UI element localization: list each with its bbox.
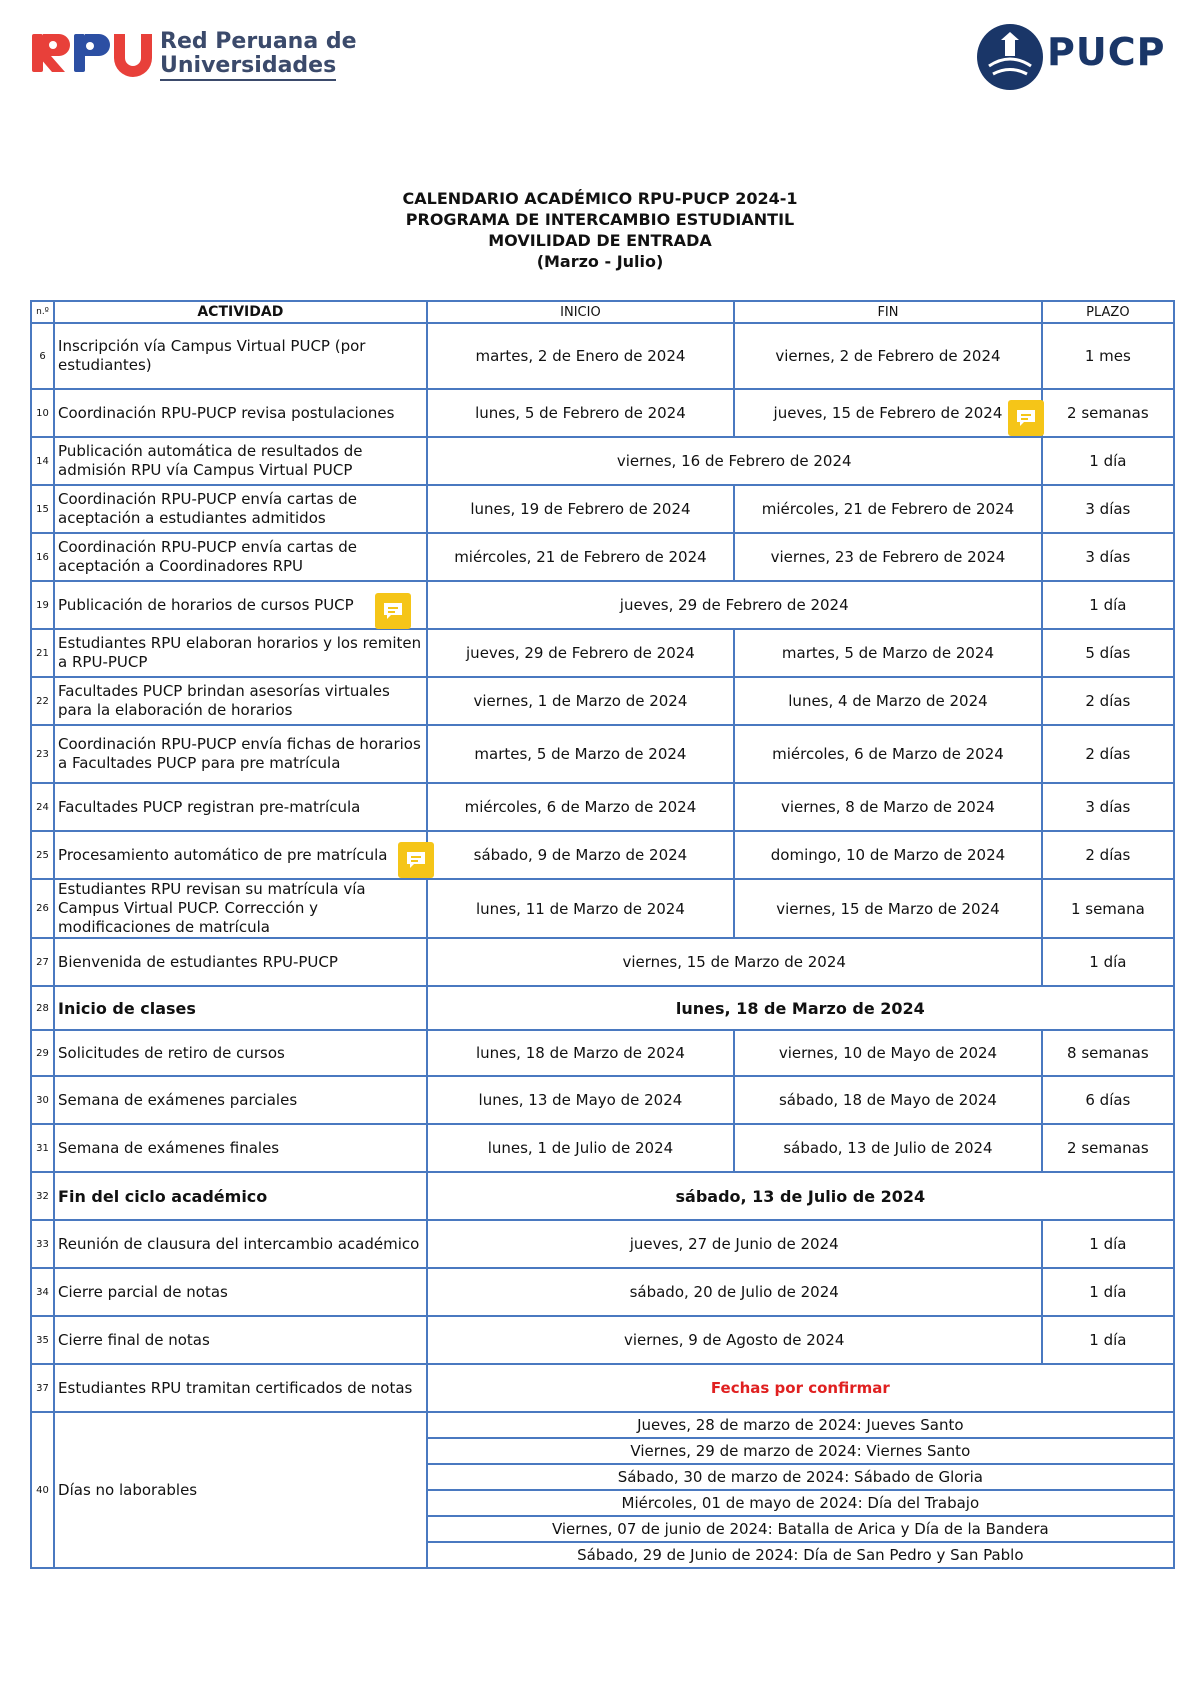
pucp-wordmark: PUCP — [1047, 30, 1166, 74]
table-row — [31, 1220, 1174, 1268]
activity-cell: Semana de exámenes finales — [54, 1124, 427, 1172]
row-number: 37 — [31, 1364, 54, 1412]
end-date-cell: lunes, 4 de Marzo de 2024 — [734, 677, 1042, 725]
col-num: n.º — [31, 301, 54, 323]
tbd-cell: Fechas por confirmar — [427, 1364, 1174, 1412]
calendar-table — [30, 300, 1175, 1569]
activity-cell: Procesamiento automático de pre matrícula — [54, 831, 427, 879]
row-number: 28 — [31, 986, 54, 1030]
activity-cell: Inscripción vía Campus Virtual PUCP (por estudiantes) — [54, 323, 427, 389]
comment-note-icon[interactable] — [1008, 400, 1044, 436]
row-number: 15 — [31, 485, 54, 533]
start-date-cell: lunes, 19 de Febrero de 2024 — [427, 485, 735, 533]
comment-note-icon[interactable] — [375, 593, 411, 629]
duration-cell: 3 días — [1042, 485, 1174, 533]
row-number: 34 — [31, 1268, 54, 1316]
activity-cell: Coordinación RPU-PUCP envía cartas de aceptación a Coordinadores RPU — [54, 533, 427, 581]
end-date-cell: viernes, 2 de Febrero de 2024 — [734, 323, 1042, 389]
start-date-cell: martes, 5 de Marzo de 2024 — [427, 725, 735, 783]
duration-cell: 1 mes — [1042, 323, 1174, 389]
table-row — [31, 1316, 1174, 1364]
holiday-item: Sábado, 29 de Junio de 2024: Día de San Pedro y San Pablo — [427, 1542, 1174, 1568]
duration-cell: 5 días — [1042, 629, 1174, 677]
duration-cell: 3 días — [1042, 783, 1174, 831]
row-number: 31 — [31, 1124, 54, 1172]
date-cell: lunes, 18 de Marzo de 2024 — [427, 986, 1174, 1030]
rpu-line-1: Red Peruana de — [160, 29, 357, 54]
table-row — [31, 783, 1174, 831]
table-row — [31, 437, 1174, 485]
comment-note-icon[interactable] — [398, 842, 434, 878]
duration-cell: 6 días — [1042, 1076, 1174, 1124]
page-title — [0, 188, 1200, 272]
end-date-cell: domingo, 10 de Marzo de 2024 — [734, 831, 1042, 879]
title-line-2: PROGRAMA DE INTERCAMBIO ESTUDIANTIL — [405, 210, 795, 229]
table-row — [31, 1124, 1174, 1172]
holiday-item: Viernes, 07 de junio de 2024: Batalla de Arica y Día de la Bandera — [427, 1516, 1174, 1542]
activity-cell: Semana de exámenes parciales — [54, 1076, 427, 1124]
duration-cell: 2 semanas — [1042, 1124, 1174, 1172]
row-number: 10 — [31, 389, 54, 437]
table-row — [31, 831, 1174, 879]
date-cell: viernes, 9 de Agosto de 2024 — [427, 1316, 1042, 1364]
table-row — [31, 323, 1174, 389]
row-number: 27 — [31, 938, 54, 986]
row-number: 33 — [31, 1220, 54, 1268]
end-date-cell: viernes, 10 de Mayo de 2024 — [734, 1030, 1042, 1076]
table-row — [31, 1268, 1174, 1316]
duration-cell: 1 día — [1042, 1220, 1174, 1268]
col-fin: FIN — [734, 301, 1042, 323]
row-number: 19 — [31, 581, 54, 629]
date-cell: viernes, 15 de Marzo de 2024 — [427, 938, 1042, 986]
title-line-3: MOVILIDAD DE ENTRADA — [488, 231, 712, 250]
duration-cell: 3 días — [1042, 533, 1174, 581]
activity-cell: Facultades PUCP registran pre-matrícula — [54, 783, 427, 831]
table-row — [31, 879, 1174, 938]
holiday-item: Viernes, 29 de marzo de 2024: Viernes Santo — [427, 1438, 1174, 1464]
end-date-cell: viernes, 23 de Febrero de 2024 — [734, 533, 1042, 581]
activity-cell: Cierre parcial de notas — [54, 1268, 427, 1316]
row-number: 22 — [31, 677, 54, 725]
row-number: 29 — [31, 1030, 54, 1076]
title-line-4: (Marzo - Julio) — [536, 252, 664, 271]
holiday-item: Miércoles, 01 de mayo de 2024: Día del Trabajo — [427, 1490, 1174, 1516]
row-number: 40 — [31, 1412, 54, 1568]
duration-cell: 1 día — [1042, 938, 1174, 986]
duration-cell: 2 semanas — [1042, 389, 1174, 437]
table-row — [31, 725, 1174, 783]
duration-cell: 1 día — [1042, 437, 1174, 485]
start-date-cell: miércoles, 6 de Marzo de 2024 — [427, 783, 735, 831]
row-number: 30 — [31, 1076, 54, 1124]
duration-cell: 8 semanas — [1042, 1030, 1174, 1076]
start-date-cell: lunes, 5 de Febrero de 2024 — [427, 389, 735, 437]
table-row — [31, 389, 1174, 437]
col-inicio: INICIO — [427, 301, 735, 323]
holiday-item: Sábado, 30 de marzo de 2024: Sábado de Gloria — [427, 1464, 1174, 1490]
col-actividad: ACTIVIDAD — [54, 301, 427, 323]
date-cell: sábado, 20 de Julio de 2024 — [427, 1268, 1042, 1316]
row-number: 14 — [31, 437, 54, 485]
activity-cell: Cierre final de notas — [54, 1316, 427, 1364]
date-cell: sábado, 13 de Julio de 2024 — [427, 1172, 1174, 1220]
start-date-cell: sábado, 9 de Marzo de 2024 — [427, 831, 735, 879]
duration-cell: 1 día — [1042, 1268, 1174, 1316]
start-date-cell: viernes, 1 de Marzo de 2024 — [427, 677, 735, 725]
activity-cell: Inicio de clases — [54, 986, 427, 1030]
table-row — [31, 533, 1174, 581]
duration-cell: 1 semana — [1042, 879, 1174, 938]
row-number: 32 — [31, 1172, 54, 1220]
end-date-cell: miércoles, 6 de Marzo de 2024 — [734, 725, 1042, 783]
activity-cell: Estudiantes RPU tramitan certificados de notas — [54, 1364, 427, 1412]
date-cell: jueves, 27 de Junio de 2024 — [427, 1220, 1042, 1268]
rpu-wordmark — [160, 30, 357, 81]
row-number: 6 — [31, 323, 54, 389]
table-row — [31, 485, 1174, 533]
end-date-cell: sábado, 13 de Julio de 2024 — [734, 1124, 1042, 1172]
activity-cell: Facultades PUCP brindan asesorías virtuales para la elaboración de horarios — [54, 677, 427, 725]
end-date-cell: viernes, 8 de Marzo de 2024 — [734, 783, 1042, 831]
table-row — [31, 1364, 1174, 1412]
rpu-line-2: Universidades — [160, 54, 336, 81]
duration-cell: 2 días — [1042, 831, 1174, 879]
end-date-cell: sábado, 18 de Mayo de 2024 — [734, 1076, 1042, 1124]
activity-cell: Coordinación RPU-PUCP envía cartas de aceptación a estudiantes admitidos — [54, 485, 427, 533]
start-date-cell: lunes, 1 de Julio de 2024 — [427, 1124, 735, 1172]
table-row — [31, 581, 1174, 629]
table-row — [31, 1172, 1174, 1220]
row-number: 25 — [31, 831, 54, 879]
duration-cell: 1 día — [1042, 1316, 1174, 1364]
activity-cell: Coordinación RPU-PUCP revisa postulaciones — [54, 389, 427, 437]
title-line-1: CALENDARIO ACADÉMICO RPU-PUCP 2024-1 — [402, 189, 798, 208]
activity-cell: Publicación automática de resultados de admisión RPU vía Campus Virtual PUCP — [54, 437, 427, 485]
holiday-row — [31, 1412, 1174, 1438]
table-header-row — [31, 301, 1174, 323]
start-date-cell: miércoles, 21 de Febrero de 2024 — [427, 533, 735, 581]
activity-cell: Coordinación RPU-PUCP envía fichas de horarios a Facultades PUCP para pre matrícula — [54, 725, 427, 783]
activity-cell: Solicitudes de retiro de cursos — [54, 1030, 427, 1076]
date-cell: jueves, 29 de Febrero de 2024 — [427, 581, 1042, 629]
activity-cell: Estudiantes RPU revisan su matrícula vía Campus Virtual PUCP. Corrección y modificaciones de matrícula — [54, 879, 427, 938]
row-number: 16 — [31, 533, 54, 581]
activity-cell: Estudiantes RPU elaboran horarios y los remiten a RPU-PUCP — [54, 629, 427, 677]
table-row — [31, 677, 1174, 725]
activity-cell: Fin del ciclo académico — [54, 1172, 427, 1220]
start-date-cell: jueves, 29 de Febrero de 2024 — [427, 629, 735, 677]
holidays-label: Días no laborables — [54, 1412, 427, 1568]
row-number: 21 — [31, 629, 54, 677]
col-plazo: PLAZO — [1042, 301, 1174, 323]
activity-cell: Publicación de horarios de cursos PUCP — [54, 581, 427, 629]
end-date-cell: jueves, 15 de Febrero de 2024 — [734, 389, 1042, 437]
row-number: 23 — [31, 725, 54, 783]
row-number: 26 — [31, 879, 54, 938]
row-number: 35 — [31, 1316, 54, 1364]
duration-cell: 2 días — [1042, 725, 1174, 783]
start-date-cell: martes, 2 de Enero de 2024 — [427, 323, 735, 389]
table-row — [31, 1030, 1174, 1076]
activity-cell: Reunión de clausura del intercambio académico — [54, 1220, 427, 1268]
table-row — [31, 1076, 1174, 1124]
table-row — [31, 938, 1174, 986]
duration-cell: 1 día — [1042, 581, 1174, 629]
start-date-cell: lunes, 11 de Marzo de 2024 — [427, 879, 735, 938]
date-cell: viernes, 16 de Febrero de 2024 — [427, 437, 1042, 485]
activity-cell: Bienvenida de estudiantes RPU-PUCP — [54, 938, 427, 986]
start-date-cell: lunes, 13 de Mayo de 2024 — [427, 1076, 735, 1124]
table-row — [31, 986, 1174, 1030]
end-date-cell: miércoles, 21 de Febrero de 2024 — [734, 485, 1042, 533]
duration-cell: 2 días — [1042, 677, 1174, 725]
end-date-cell: viernes, 15 de Marzo de 2024 — [734, 879, 1042, 938]
row-number: 24 — [31, 783, 54, 831]
start-date-cell: lunes, 18 de Marzo de 2024 — [427, 1030, 735, 1076]
end-date-cell: martes, 5 de Marzo de 2024 — [734, 629, 1042, 677]
holiday-item: Jueves, 28 de marzo de 2024: Jueves Santo — [427, 1412, 1174, 1438]
table-row — [31, 629, 1174, 677]
